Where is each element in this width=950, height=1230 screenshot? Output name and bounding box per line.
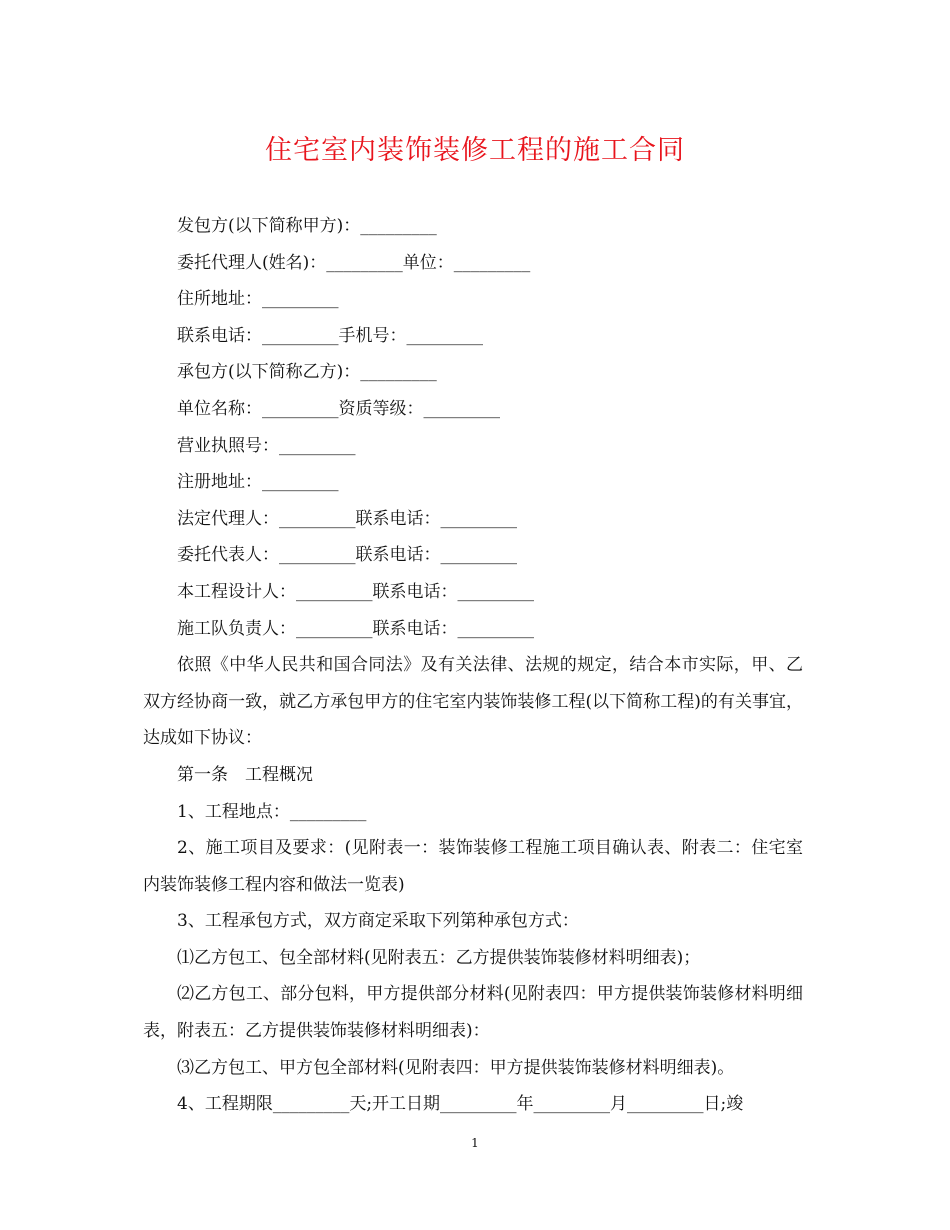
document-body: [143, 208, 803, 1123]
authorized-representative-line: 委托代表人：_________联系电话：_________: [177, 545, 517, 566]
article-one-heading: 第一条 工程概况: [177, 764, 313, 785]
option-two: ⑵乙方包工、部分包料，甲方提供部分材料(见附表四：甲方提供装饰装修材料明细表，附表五：乙方提供装饰装修材料明细表)：: [143, 984, 803, 1042]
document-title: 住宅室内装饰装修工程的施工合同: [265, 135, 685, 166]
team-leader-line: 施工队负责人：_________联系电话：_________: [177, 618, 534, 639]
legal-representative-line: 法定代理人：_________联系电话：_________: [177, 508, 517, 529]
phone-line: 联系电话：_________手机号：_________: [177, 325, 483, 346]
clause-contract-mode: 3、工程承包方式，双方商定采取下列第种承包方式：: [177, 911, 579, 932]
clause-items: 2、施工项目及要求：(见附表一：装饰装修工程施工项目确认表、附表二：住宅室内装饰装修工程内容和做法一览表): [143, 838, 803, 895]
page-number: 1: [471, 1136, 479, 1150]
preamble-paragraph: 依照《中华人民共和国合同法》及有关法律、法规的规定，结合本市实际，甲、乙双方经协商一致，就乙方承包甲方的住宅室内装饰装修工程(以下简称工程)的有关事宜，达成如下协议：: [143, 655, 803, 749]
party-a-line: 发包方(以下简称甲方)：_________: [177, 216, 437, 236]
clause-duration: 4、工程期限_________天;开工日期_________年_________月_________日;竣: [177, 1094, 744, 1115]
clause-location: 1、工程地点：_________: [177, 801, 367, 822]
license-line: 营业执照号：_________: [177, 435, 356, 456]
party-b-line: 承包方(以下简称乙方)：_________: [177, 362, 437, 383]
company-name-line: 单位名称：_________资质等级：_________: [177, 398, 500, 419]
registered-address-line: 注册地址：_________: [177, 472, 339, 493]
option-three: ⑶乙方包工、甲方包全部材料(见附表四：甲方提供装饰装修材料明细表)。: [177, 1057, 735, 1078]
option-one: ⑴乙方包工、包全部材料(见附表五：乙方提供装饰装修材料明细表)；: [177, 947, 701, 968]
designer-line: 本工程设计人：_________联系电话：_________: [177, 581, 534, 602]
agent-line: 委托代理人(姓名)：_________单位：_________: [177, 252, 531, 273]
address-line: 住所地址：_________: [177, 289, 339, 310]
